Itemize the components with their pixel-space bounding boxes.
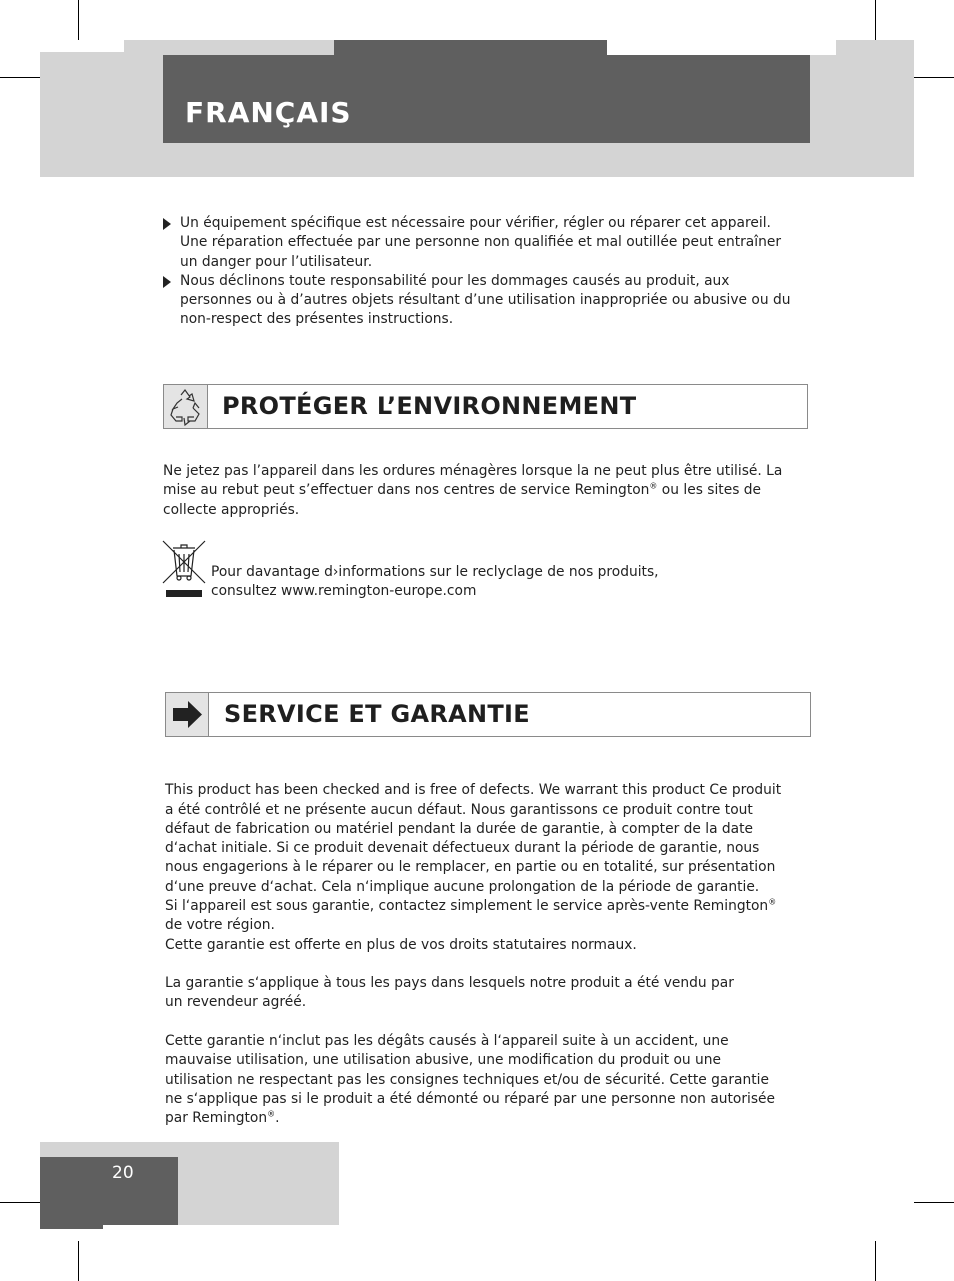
registered-mark: ® bbox=[768, 897, 777, 907]
language-tab-top bbox=[334, 40, 607, 56]
warning-item bbox=[162, 272, 802, 330]
page-number-tab bbox=[40, 1157, 178, 1225]
crop-mark bbox=[914, 1202, 954, 1203]
environment-heading-box bbox=[163, 384, 808, 429]
statutory-rights-paragraph: Cette garantie est offerte en plus de vos droits statutaires normaux. bbox=[165, 937, 637, 953]
service-title: SERVICE ET GARANTIE bbox=[224, 700, 530, 728]
crop-mark bbox=[78, 1241, 79, 1281]
exclusions-text: Cette garantie n‘inclut pas les dégâts causés à l‘appareil suite à un accident, une mauvaise utilisation, une utilisation abusive, une modification du produit ou une utilisation ne respectant pas les consignes techniques et/ou de sécurité. Cette garantie ne s‘applique pas si le produit a été démonté ou réparé par une personne non autorisée par Remington bbox=[165, 1033, 776, 1127]
exclusions-paragraph bbox=[165, 1032, 790, 1128]
header-band-notch bbox=[607, 40, 836, 55]
disposal-text: Ne jetez pas l’appareil dans les ordures ménagères lorsque la ne peut plus être utilisé. La mise au rebut peut s’effectuer dans nos centres de service Remington bbox=[163, 463, 783, 499]
registered-mark: ® bbox=[267, 1109, 276, 1119]
page-number-tab-edge bbox=[40, 1225, 103, 1229]
crop-mark bbox=[0, 77, 40, 78]
recycling-website: consultez www.remington-europe.com bbox=[211, 583, 477, 600]
header-band-notch bbox=[40, 40, 124, 52]
environment-title: PROTÉGER L’ENVIRONNEMENT bbox=[222, 392, 637, 420]
bullet-triangle-icon bbox=[163, 218, 171, 230]
warning-item bbox=[162, 214, 802, 272]
crossed-out-bin-icon bbox=[162, 540, 206, 600]
warranty-text-end: de votre région. bbox=[165, 917, 275, 934]
countries-paragraph: La garantie s‘applique à tous les pays dans lesquels notre produit a été vendu par un revendeur agréé. bbox=[165, 975, 734, 1011]
crop-mark bbox=[78, 0, 79, 40]
crop-mark bbox=[875, 0, 876, 40]
disposal-text-end: ou les sites de collecte appropriés. bbox=[163, 482, 762, 518]
warranty-paragraph bbox=[165, 762, 790, 936]
warning-text: Nous déclinons toute responsabilité pour les dommages causés au produit, aux personnes ou à d’autres objets résultant d’une utilisation inappropriée ou abusive ou du non-respect des présentes instructions. bbox=[180, 272, 791, 328]
page-number: 20 bbox=[112, 1163, 134, 1183]
warning-text: Un équipement spécifique est nécessaire pour vérifier, régler ou réparer cet appareil. Une réparation effectuée par une personne non qualifiée et mal outillée peut entraîner un danger pour l’utilisateur. bbox=[180, 215, 781, 270]
recycling-info-line: Pour davantage d›informations sur le reclyclage de nos produits, bbox=[211, 564, 659, 580]
crop-mark bbox=[914, 77, 954, 78]
disposal-paragraph bbox=[163, 462, 808, 520]
service-heading-box bbox=[165, 692, 811, 737]
crop-mark bbox=[0, 1202, 40, 1203]
registered-mark: ® bbox=[649, 481, 658, 491]
recycle-icon bbox=[164, 385, 207, 428]
arrow-right-icon bbox=[166, 693, 208, 736]
exclusions-text-end: . bbox=[275, 1110, 280, 1127]
environment-icon-cell bbox=[164, 385, 208, 428]
crop-mark bbox=[875, 1241, 876, 1281]
recycling-info bbox=[211, 563, 771, 602]
warning-list bbox=[162, 214, 802, 330]
warranty-text: This product has been checked and is free of defects. We warrant this product Ce produit a été contrôlé et ne présente aucun défaut. Nous garantissons ce produit contre tout défaut de fabrication ou matériel pendant la durée de garantie, à compter de la date d‘achat initiale. Si ce produit devenait défectueux durant la période de garantie, nous nous engagerions à le réparer ou le remplacer, en partie ou en totalité, sur présentation d‘une preuve d‘achat. Cela n‘implique aucune prolongation de la période de garantie. Si l‘appareil est sous garantie, contactez simplement le service après-vente Remington bbox=[165, 782, 782, 915]
bullet-triangle-icon bbox=[163, 276, 171, 288]
language-title: FRANÇAIS bbox=[185, 96, 352, 129]
service-icon-cell bbox=[166, 693, 209, 736]
